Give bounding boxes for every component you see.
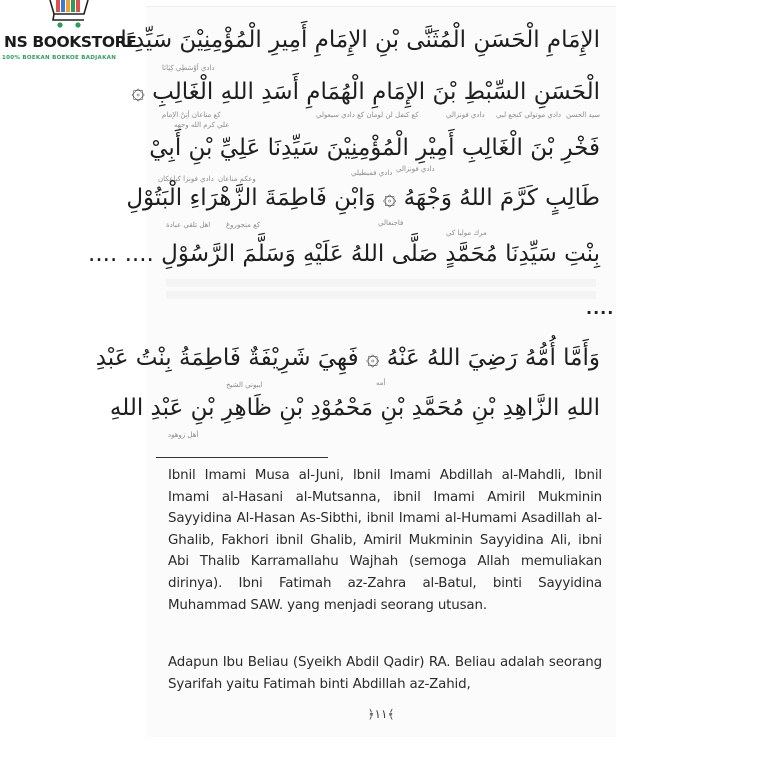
arabic-line: طَالِبٍ كَرَّمَ اللهُ وَجْهَهُ ۞ وَابْنِ فَاطِمَةَ الزَّهْرَاءِ الْبَتُوْلِ <box>126 185 600 211</box>
interlinear-gloss: فاجنغالي <box>378 219 404 227</box>
brand-name: NS BOOKSTORE <box>4 33 137 51</box>
interlinear-gloss: دادي فونزالي <box>446 111 485 119</box>
interlinear-gloss: وعكم مناعان <box>218 175 256 183</box>
interlinear-gloss: دادي فمبطيلي <box>351 169 393 177</box>
interlinear-gloss: دادي فونزالي <box>396 165 435 173</box>
arabic-line: الإِمَامِ الْحَسَنِ الْمُثَنَّى بْنِ الإِمَامِ أَمِيرِ الْمُؤْمِنِيْنَ سَيِّدِنَا <box>120 27 600 53</box>
arabic-line: اللهِ الزَّاهِدِ بْنِ مُحَمَّدِ بْنِ مَحْمُوْدِ بْنِ ظَاهِرِ بْنِ عَبْدِ اللهِ <box>109 395 600 421</box>
interlinear-gloss: سيد الحسن <box>566 111 601 119</box>
page-number: ﴿١١﴾ <box>367 707 395 721</box>
interlinear-gloss: كع مناعان أنِنْ الإمام <box>162 111 221 119</box>
interlinear-gloss: دادي موتولي كنجع لبي <box>496 111 561 119</box>
bleed-through-text <box>166 279 596 287</box>
interlinear-gloss: ايبوني الشيخ <box>226 381 263 389</box>
ellipsis: .... <box>586 299 615 318</box>
interlinear-gloss: كع كنفل لن لومان كع دادي سيعولي <box>316 111 419 119</box>
arabic-line: فَخْرِ بْنَ الْغَالِبِ أَمِيْرِ الْمُؤْمِنِيْنَ سَيِّدِنَا عَلِيِّ بْنِ أَبِيْ <box>149 135 600 161</box>
bleed-through-text <box>166 291 596 299</box>
arabic-line: بِنْتِ سَيِّدِنَا مُحَمَّدٍ صَلَّى اللهُ عَلَيْهِ وَسَلَّمَ الرَّسُوْلِ .... .... <box>88 241 600 267</box>
interlinear-gloss: اهل تلقي عبادة <box>166 221 211 229</box>
interlinear-gloss: أهل زوهود <box>168 431 199 439</box>
footnote-paragraph: Ibnil Imami Musa al-Juni, Ibnil Imami Abdillah al-Mahdli, Ibnil Imami al-Hasani al-Mutsanna, ibnil Imami Amiril Mukminin Sayyidina Al-Hasan As-Sibthi, ibnil Imami al-Humami Asadillah al-Ghalib, Fakhori ibnil Ghalib, Amiril Mukminin Sayyidina Ali, ibni Abi Thalib Karramallahu Wajhah (semoga Allah memuliakan dirinya). Ibni Fatimah az-Zahra al-Batul, binti Sayyidina Muhammad SAW. yang menjadi seorang utusan. <box>168 468 602 613</box>
interlinear-gloss: كع منجوروغ <box>226 221 261 229</box>
interlinear-gloss: أمه <box>376 379 386 387</box>
interlinear-gloss: دادي فونزا كباعكان <box>158 175 214 183</box>
shopping-cart-icon <box>44 0 92 28</box>
interlinear-gloss: دادي اَوْسَطِي كِيَانَا <box>162 64 215 72</box>
arabic-line: وَأَمَّا أُمُّهُ رَضِيَ اللهُ عَنْهُ ۞ فَهِيَ شَرِيْفَةٌ فَاطِمَةُ بِنْتُ عَبْدِ <box>95 345 600 371</box>
interlinear-gloss: مرك موليا كي <box>446 229 487 237</box>
interlinear-gloss: علي كرم الله وجهه <box>174 121 230 129</box>
footnote-paragraph: Adapun Ibu Beliau (Syeikh Abdil Qadir) RA. Beliau adalah seorang Syarifah yaitu Fatimah binti Abdillah az-Zahid, <box>168 655 602 692</box>
store-logo <box>0 0 140 70</box>
brand-tagline: 100% BOEKAN BOEKOE BADJAKAN <box>2 55 117 61</box>
arabic-line: الْحَسَنِ السِّبْطِ بْنَ الإِمَامِ الْهُمَامِ أَسَدِ اللهِ الْغَالِبِ ۞ <box>131 79 600 105</box>
book-page <box>88 6 616 737</box>
footnote-divider <box>156 457 328 458</box>
